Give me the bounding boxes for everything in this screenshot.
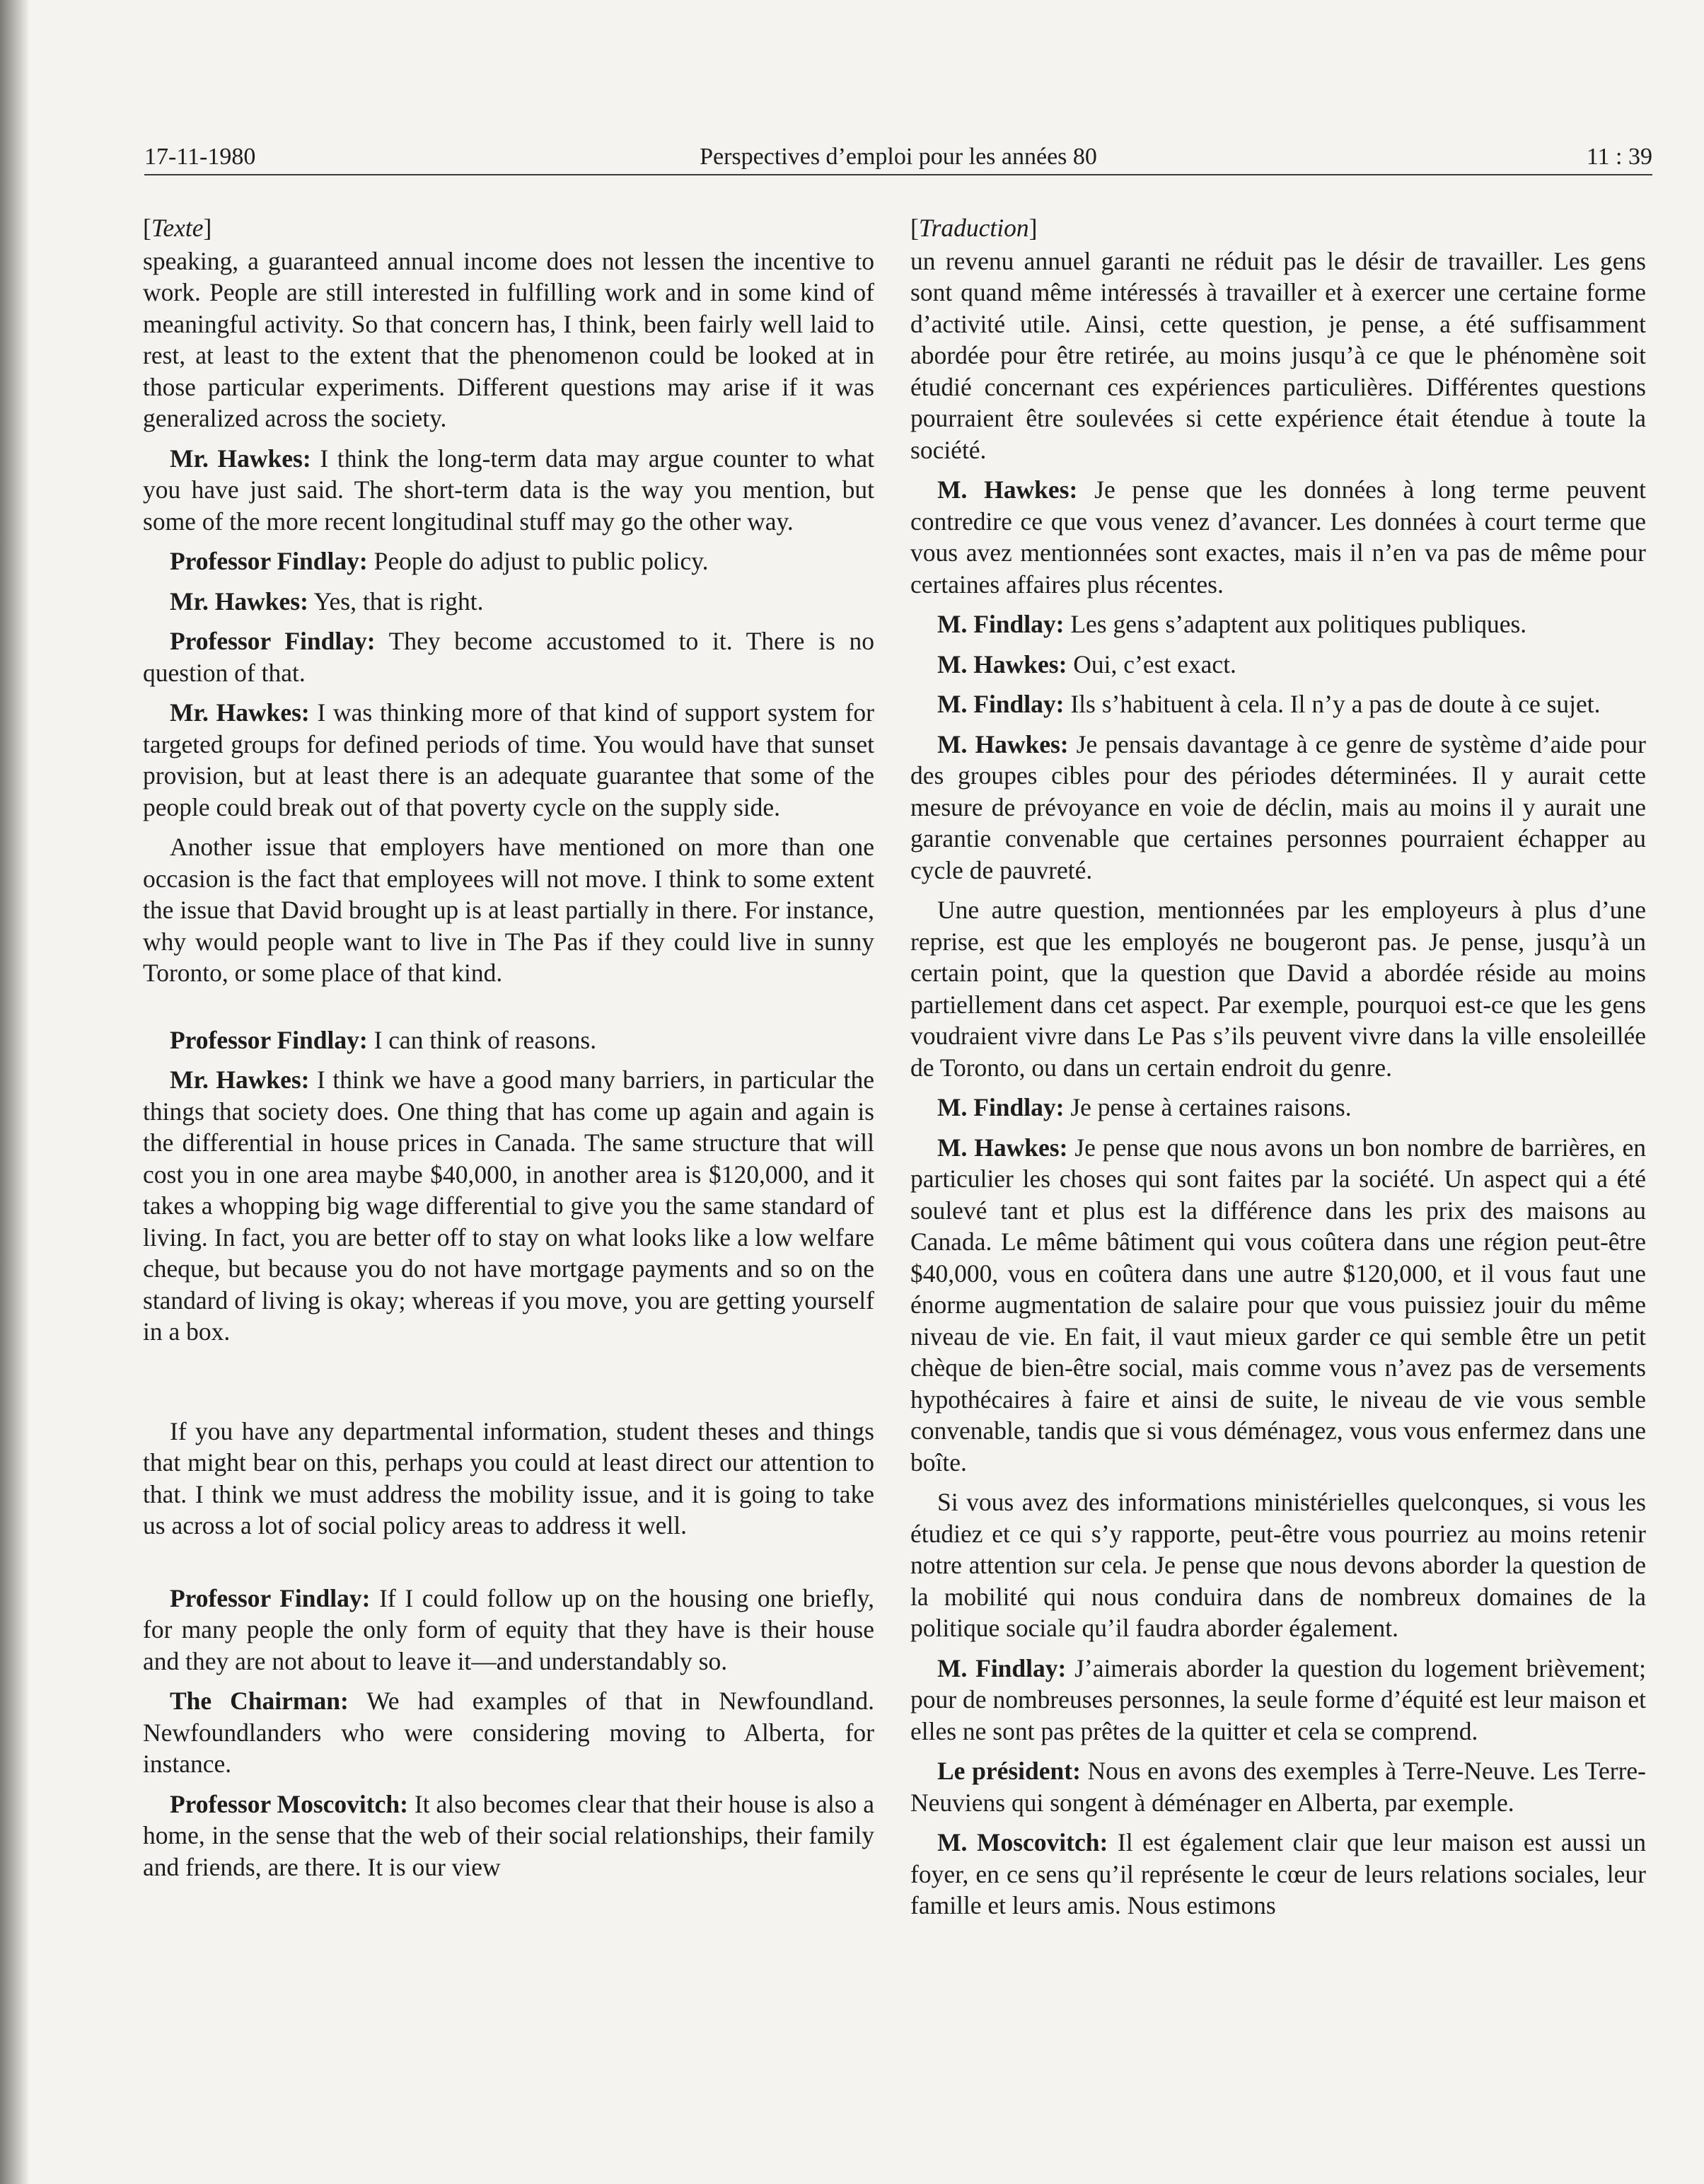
paragraph-text: Je pensais davantage à ce genre de système d’aide pour des groupes cibles pour des périodes déterminées. Il y aurait cette mesure de prévoyance en voie de déclin, mais au moins il y aurait une garantie convenable que certaines personnes pourraient échapper au cycle de pauvreté. <box>910 729 1646 884</box>
paragraph-text: I think the long-term data may argue counter to what you have just said. The short-term data is the way you mention, but some of the more recent longitudinal stuff may go the other way. <box>143 444 874 536</box>
speaker-name: Le président: <box>937 1757 1081 1785</box>
paragraph <box>910 608 1646 640</box>
speaker-name: M. Findlay: <box>937 690 1065 718</box>
paragraph <box>910 688 1646 720</box>
header-date: 17-11-1980 <box>144 144 256 170</box>
paragraph <box>143 1416 874 1542</box>
speaker-name: Professor Findlay: <box>170 547 368 575</box>
speaker-name: Mr. Hawkes: <box>170 444 311 473</box>
speaker-name: Mr. Hawkes: <box>170 587 308 616</box>
speaker-name: M. Hawkes: <box>937 1133 1068 1162</box>
english-text-column <box>143 212 874 1891</box>
paragraph-text: If you have any departmental information, student theses and things that might bear on this, perhaps you could at least direct our attention to that. I think we must address the mobility issue, and it is going to take us across a lot of social policy areas to address it well. <box>143 1416 874 1539</box>
paragraph <box>143 443 874 538</box>
speaker-name: M. Hawkes: <box>937 729 1069 758</box>
paragraph <box>143 1789 874 1883</box>
paragraph-text: I can think of reasons. <box>367 1025 597 1054</box>
paragraph-text: Si vous avez des informations ministérielles quelconques, si vous les étudiez et ce qui s’y rapporte, peut-être vous pourriez au moins retenir notre attention sur cela. Je pense que nous devons aborder la question de la mobilité qui nous conduira dans de nombreux domaines de la politique sociale qu’il faudra aborder également. <box>910 1488 1646 1642</box>
paragraph <box>910 1132 1646 1479</box>
paragraph <box>143 545 874 577</box>
paragraph <box>910 245 1646 466</box>
label-close-bracket: ] <box>203 214 212 242</box>
paragraph-text: If I could follow up on the housing one briefly, for many people the only form of equity that they have is their house and they are not about to leave it—and understandably so. <box>143 1583 874 1675</box>
paragraph-text: Je pense à certaines raisons. <box>1064 1093 1352 1121</box>
paragraph <box>143 831 874 989</box>
paragraph <box>143 1064 874 1348</box>
paragraph-text: I was thinking more of that kind of support system for targeted groups for defined periods of time. You would have that sunset provision, but at least there is an adequate guarantee that some of the people could break out of that poverty cycle on the supply side. <box>143 698 874 821</box>
speaker-name: M. Findlay: <box>937 610 1065 638</box>
paragraph <box>910 894 1646 1083</box>
column-label-texte <box>143 212 874 244</box>
paragraph <box>910 1827 1646 1922</box>
paragraph-text: Nous en avons des exemples à Terre-Neuve. Les Terre-Neuviens qui songent à déménager en Alberta, par exemple. <box>910 1757 1646 1817</box>
paragraph-text: Les gens s’adaptent aux politiques publiques. <box>1064 610 1527 638</box>
header-title: Perspectives d’emploi pour les années 80 <box>700 144 1097 170</box>
label-open-bracket: [ <box>143 214 151 242</box>
book-binding-shadow <box>0 0 30 2184</box>
speaker-name: M. Hawkes: <box>937 475 1078 504</box>
label-open-bracket: [ <box>910 214 919 242</box>
paragraph <box>910 1653 1646 1747</box>
paragraph-text: Je pense que nous avons un bon nombre de barrières, en particulier les choses qui sont faites par la société. Un aspect qui a été soulevé tant et plus est la différence dans les prix des maisons au Canada. Le même bâtiment qui vous coûtera dans une région peut-être $40,000, vous en coûtera dans une autre $120,000, et il vous faut une énorme augmentation de salaire pour que vous puissiez jouir du même niveau de vie. En fait, il vaut mieux garder ce qui semble être un petit chèque de bien-être social, mais comme vous n’avez pas de versements hypothécaires à faire et ainsi de suite, le niveau de vie vous semble convenable, tandis que si vous déménagez, vous vous enfermez dans une boîte. <box>910 1133 1646 1477</box>
paragraph-text: J’aimerais aborder la question du logement brièvement; pour de nombreuses personnes, la seule forme d’équité est leur maison et elles ne sont pas prêtes de la quitter et cela se comprend. <box>910 1653 1646 1745</box>
paragraph <box>910 1486 1646 1644</box>
paragraph <box>143 625 874 688</box>
paragraph-text: Another issue that employers have mentioned on more than one occasion is the fact that employees will not move. I think to some extent the issue that David brought up is at least partially in there. For instance, why would people want to live in The Pas if they could live in sunny Toronto, or some place of that kind. <box>143 833 874 987</box>
paragraph-text: Oui, c’est exact. <box>1067 649 1236 678</box>
paragraph-text: Il est également clair que leur maison est aussi un foyer, en ce sens qu’il représente le cœur de leurs relations sociales, leur famille et leurs amis. Nous estimons <box>910 1828 1646 1919</box>
paragraph-text: It also becomes clear that their house is also a home, in the sense that the web of their social relationships, their family and friends, are there. It is our view <box>143 1789 874 1881</box>
paragraph <box>143 586 874 618</box>
speaker-name: Professor Findlay: <box>170 1025 368 1054</box>
speaker-name: M. Findlay: <box>937 1653 1067 1682</box>
paragraph-text: Yes, that is right. <box>308 587 484 616</box>
paragraph-text: Ils s’habituent à cela. Il n’y a pas de doute à ce sujet. <box>1064 690 1601 718</box>
label-text: Texte <box>151 214 204 242</box>
column-label-traduction <box>910 212 1646 244</box>
paragraph <box>143 1685 874 1780</box>
paragraph-text: speaking, a guaranteed annual income does not lessen the incentive to work. People are still interested in fulfilling work and in some kind of meaningful activity. So that concern has, I think, been fairly well laid to rest, at least to the extent that the phenomenon could be looked at in those particular experiments. Different questions may arise if it was generalized across the society. <box>143 246 874 432</box>
paragraph <box>143 245 874 434</box>
paragraph <box>143 1583 874 1677</box>
paragraph-text: People do adjust to public policy. <box>367 547 709 575</box>
speaker-name: M. Hawkes: <box>937 649 1067 678</box>
speaker-name: M. Findlay: <box>937 1093 1065 1121</box>
paragraph-text: We had examples of that in Newfoundland. Newfoundlanders who were considering moving to Alberta, for instance. <box>143 1687 874 1778</box>
paragraph-text: I think we have a good many barriers, in particular the things that society does. One thing that has come up again and again is the differential in house prices in Canada. The same structure that will cost you in one area maybe $40,000, in another area is $120,000, and it takes a whopping big wage differential to give you the same standard of living. In fact, you are better off to stay on what looks like a low welfare cheque, but because you do not have mortgage payments and so on the standard of living is okay; whereas if you move, you are getting yourself in a box. <box>143 1065 874 1346</box>
speaker-name: M. Moscovitch: <box>937 1828 1108 1856</box>
paragraph <box>143 697 874 823</box>
paragraph-text: They become accustomed to it. There is no question of that. <box>143 627 875 687</box>
paragraph <box>910 1092 1646 1123</box>
paragraph-text: Une autre question, mentionnées par les employeurs à plus d’une reprise, est que les employés ne bougeront pas. Je pense, jusqu’à un certain point, que la question que David a abordée réside au moins partiellement dans cet aspect. Par exemple, pourquoi est-ce que les gens voudraient vivre dans Le Pas s’ils peuvent vivre dans la ville ensoleillée de Toronto, ou dans un certain endroit du genre. <box>910 896 1646 1082</box>
speaker-name: Professor Moscovitch: <box>170 1789 408 1818</box>
paragraph <box>910 1755 1646 1818</box>
speaker-name: Professor Findlay: <box>170 627 376 655</box>
paragraph-text: Je pense que les données à long terme peuvent contredire ce que vous venez d’avancer. Les données à court terme que vous avez mentionnées sont exactes, mais il n’en va pas de même pour certaines affaires plus récentes. <box>910 475 1646 599</box>
label-close-bracket: ] <box>1028 214 1038 242</box>
paragraph <box>910 729 1646 886</box>
speaker-name: Mr. Hawkes: <box>170 1065 310 1094</box>
paragraph <box>910 474 1646 600</box>
label-text: Traduction <box>918 214 1029 242</box>
paragraph <box>910 649 1646 681</box>
page-header <box>144 140 1652 175</box>
speaker-name: The Chairman: <box>170 1687 349 1715</box>
paragraph-text: un revenu annuel garanti ne réduit pas le désir de travailler. Les gens sont quand même intéressés à travailler et à exercer une certaine forme d’activité utile. Ainsi, cette question, je pense, a été suffisamment abordée pour être retirée, au moins jusqu’à ce que le phénomène soit étudié concernant ces expériences particulières. Différentes questions pourraient être soulevées si cette expérience était étendue à toute la société. <box>910 246 1646 464</box>
french-text-column <box>910 212 1646 1930</box>
speaker-name: Mr. Hawkes: <box>170 698 310 727</box>
paragraph <box>143 1024 874 1056</box>
speaker-name: Professor Findlay: <box>170 1583 371 1612</box>
header-page-number: 11 : 39 <box>1586 144 1652 170</box>
